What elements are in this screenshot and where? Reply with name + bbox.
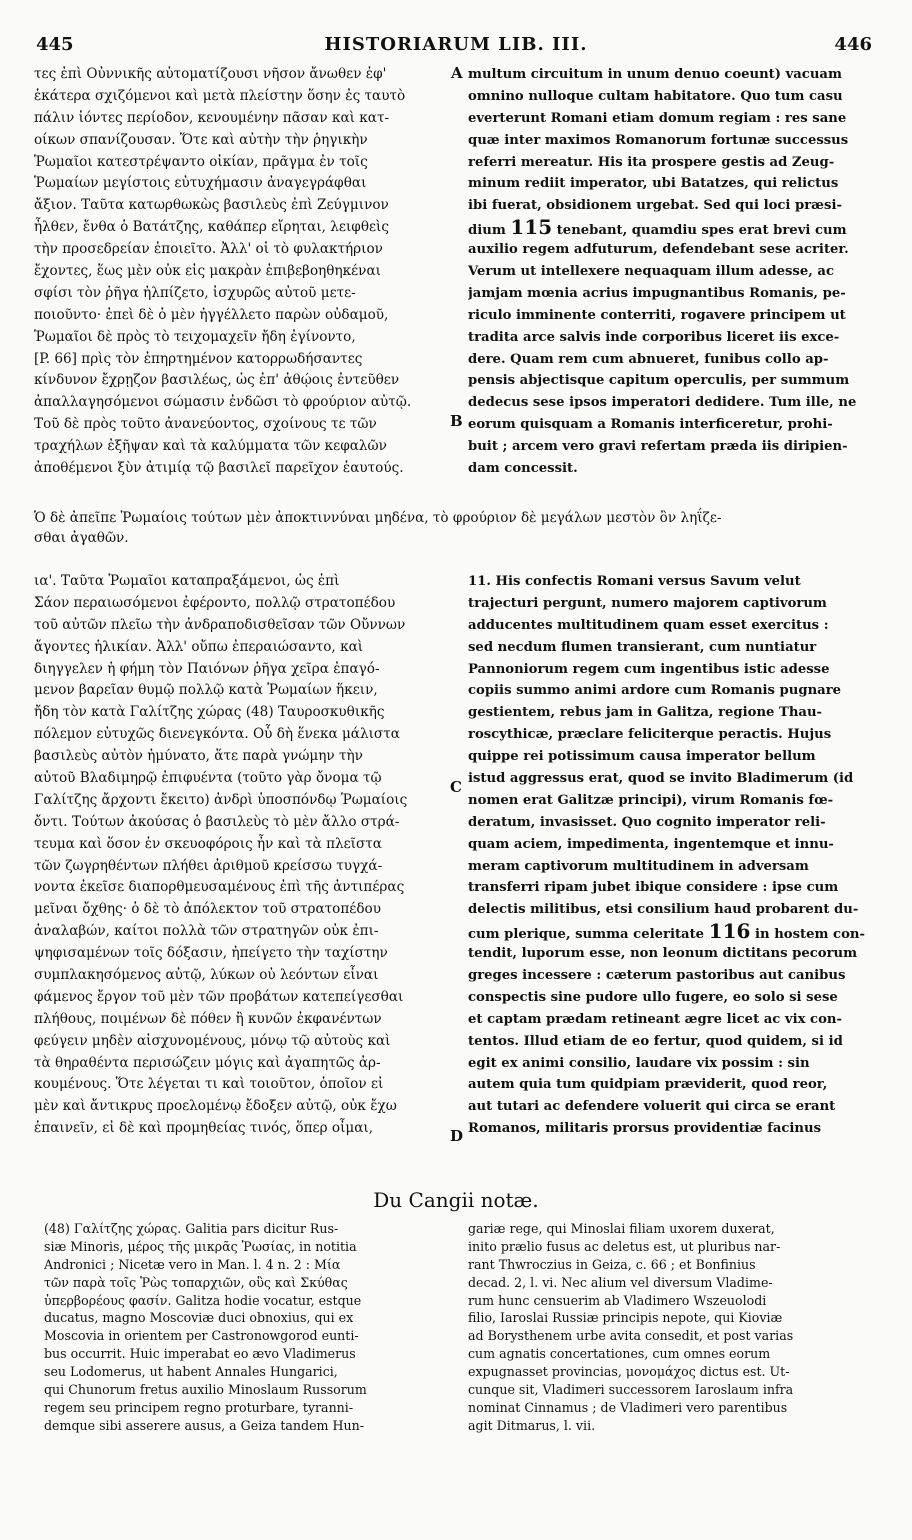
text-line: dedecus sese ipsos imperatori dedidere. Tum ille, ne — [468, 395, 857, 411]
greek-spanning-line: Ὁ δὲ ἀπεῖπε Ῥωμαίοις τούτων μὲν ἀποκτιννύναι μηδένα, τὸ φρούριον δὲ μεγάλων μεστὸν ὂν ληΐζε- — [34, 510, 722, 526]
text-line: bus occurrit. Huic imperabat eo ævo Vladimerus — [44, 1346, 356, 1362]
text-line: 11. His confectis Romani versus Savum velut — [468, 574, 801, 589]
greek-column-bottom — [34, 571, 450, 1140]
text-line: transferri ripam jubet ibique considere : ipse cum — [468, 880, 839, 896]
running-title: HISTORIARUM LIB. III. — [324, 34, 588, 55]
text-line: inito prælio fusus ac deletus est, ut pluribus nar- — [468, 1238, 781, 1254]
margin-letter-c: C — [450, 778, 462, 796]
margin-letter-a: A — [451, 64, 463, 82]
text-line: dam concessit. — [468, 461, 578, 477]
text-line: μενον βαρεῖαν θυμῷ πολλῷ κατὰ Ῥωμαίων ἥκειν, — [34, 682, 378, 699]
right-page-number: 446 — [834, 34, 872, 55]
latin-bottom-lines-a — [468, 571, 880, 921]
text-line: μὲν καὶ ἄντικρυς προελομένῳ ἔδοξεν αὐτῷ, οὐκ ἔχω — [34, 1098, 397, 1115]
text-line: Moscovia in orientem per Castronowgorod eunti- — [44, 1328, 359, 1344]
text-line: (48) Γαλίτζης χώρας. Galitia pars dicitur Rus- — [44, 1221, 339, 1236]
text-line: regem seu principem regno proturbare, tyranni- — [44, 1399, 354, 1415]
latin-top-lines-b — [468, 239, 880, 480]
text-line: Pannoniorum regem cum ingentibus istic adesse — [468, 661, 830, 677]
text-line: decad. 2, l. vi. Nec alium vel diversum Vladime- — [468, 1274, 773, 1290]
text-line: νοντα ἐκεῖσε διαπορθμευσαμένους ἐπὶ τῆς ἀντιπέρας — [34, 879, 405, 896]
text-line: greges incessere : cæterum pastoribus aut canibus — [468, 968, 846, 984]
latin-bottom-lines-b — [468, 943, 880, 1140]
text-line: οίκων σπανίζουσαν. Ὅτε καὶ αὐτὴν τὴν ῥηγικὴν — [34, 131, 368, 148]
text-line: ποιοῦντο· ἐπεὶ δὲ ὁ μὲν ἠγγέλλετο παρὼν οὐδαμοῦ, — [34, 306, 389, 323]
text-line: Romanos, militaris prorsus providentiæ facinus — [468, 1121, 822, 1137]
text-line: ἀναλαβών, καίτοι πολλὰ τῶν στρατηγῶν οὐκ ἐπι- — [34, 923, 379, 940]
latin-top-lines-a — [468, 64, 880, 217]
text-line: roscythicæ, præclare feliciterque peractis. Hujus — [468, 727, 832, 743]
text-line: expugnasset provincias, μονομάχος dictus est. Ut- — [468, 1364, 790, 1380]
text-line: nomen erat Galitzæ principi), virum Romanis fœ- — [468, 792, 834, 808]
text-line: ἀποθέμενοι ξὺν ἀτιμίᾳ τῷ βασιλεῖ παρεῖχον ἑαυτούς. — [34, 460, 404, 477]
text-line: τες ἐπὶ Οὐννικῆς αὐτοματίζουσι νῆσον ἄνωθεν ἐφ' — [34, 66, 387, 82]
latin-column-top — [468, 64, 880, 480]
text-line: dere. Quam rem cum abnueret, funibus collo ap- — [468, 351, 829, 367]
text-line: ἐπαινεῖν, εἰ δὲ καὶ προμηθείας τινός, ὅπερ οἶμαι, — [34, 1120, 374, 1137]
text-line: tentos. Illud etiam de eo fertur, quod quidem, si id — [468, 1033, 843, 1049]
text-line: eorum quisquam a Romanis interficeretur, prohi- — [468, 417, 833, 433]
text-line: μεῖναι ὄχθης· ὁ δὲ τὸ ἀπόλεκτον τοῦ στρατοπέδου — [34, 901, 381, 918]
text-line: φεύγειν μηδὲν αἰσχυνομένους, μόνῳ τῷ αὐτοὺς καὶ — [34, 1032, 391, 1049]
text-line: Τοῦ δὲ πρὸς τοῦτο ἀνανεύοντος, σχοίνους τε τῶν — [34, 416, 377, 433]
text-line: cunque sit, Vladimeri successorem Iaroslaum infra — [468, 1382, 794, 1398]
latin-line-suffix-2: in hostem con- — [755, 927, 865, 943]
text-line: σφίσι τὸν ῥῆγα ἠλπίζετο, ἰσχυρῶς αὐτοῦ μετε- — [34, 284, 356, 301]
text-line: conspectis sine pudore ullo fugere, eo solo si sese — [468, 989, 838, 1005]
text-line: Ῥωμαῖοι κατεστρέψαντο οἰκίαν, πρᾶγμα ἐν τοῖς — [34, 153, 368, 170]
text-line: ὄντι. Τούτων ἀκούσας ὁ βασιλεὺς τὸ μὲν ἄλλο στρά- — [34, 813, 400, 830]
text-line: Andronici ; Nicetæ vero in Man. l. 4 n. 2 : Μία — [44, 1256, 341, 1272]
latin-column-bottom — [468, 571, 880, 1140]
left-page-number: 445 — [36, 34, 74, 55]
text-line: τευμα καὶ ὅσον ἐν σκευοφόροις ἦν καὶ τὰ πλεῖστα — [34, 835, 382, 852]
text-line: deratum, invasisset. Quo cognito imperator reli- — [468, 814, 826, 830]
notes-right-column — [468, 1220, 880, 1435]
text-line: jamjam mœnia acrius impugnantibus Romanis, pe- — [468, 285, 846, 301]
text-line: ibi fuerat, obsidionem urgebat. Sed qui loci præsi- — [468, 198, 842, 214]
text-line: κουμένους. Ὅτε λέγεται τι καὶ τοιοῦτον, ὁποῖον εἰ — [34, 1076, 384, 1093]
text-line: demque sibi asserere ausus, a Geiza tandem Hun- — [44, 1417, 364, 1433]
text-line: πάλιν ἰόντες περίοδον, κενουμένην πᾶσαν καὶ κατ- — [34, 109, 390, 126]
text-line: rant Thwroczius in Geiza, c. 66 ; et Bonfinius — [468, 1256, 756, 1272]
text-line: quippe rei potissimum causa imperator bellum — [468, 749, 816, 765]
text-line: ια'. Ταῦτα Ῥωμαῖοι καταπραξάμενοι, ὡς ἐπὶ — [34, 573, 340, 589]
text-line: Ῥωμαίων μεγίστοις εὐτυχήμασιν ἀναγεγράφθαι — [34, 175, 367, 192]
text-line: τὰ θηραθέντα περισώζειν μόγις καὶ ἀγαπητῶς ἀρ- — [34, 1054, 381, 1071]
text-line: buit ; arcem vero gravi refertam præda iis diripien- — [468, 439, 848, 455]
text-line: αὐτοῦ Βλαδιμηρῷ ἐπιφυέντα (τοῦτο γὰρ ὄνομα τῷ — [34, 770, 382, 787]
text-line: rum hunc censuerim ab Vladimero Wszeuolodi — [468, 1292, 767, 1308]
text-line: quæ inter maximos Romanorum fortunæ successus — [468, 132, 849, 148]
text-line: tendit, luporum esse, non leonum dictitans pecorum — [468, 946, 858, 962]
section-number-116: 116 — [708, 921, 751, 944]
text-line: multum circuitum in unum denuo coeunt) vacuam — [468, 67, 842, 82]
margin-letter-b: B — [450, 412, 463, 430]
greek-column-top — [34, 64, 450, 480]
text-line: agit Ditmarus, l. vii. — [468, 1417, 596, 1433]
text-line: aut tutari ac defendere voluerit qui circa se erant — [468, 1099, 836, 1115]
notes-title: Du Cangii notæ. — [373, 1188, 539, 1212]
text-line: adducentes multitudinem quam esset exercitus : — [468, 617, 829, 633]
text-line: [P. 66] πρὶς τὸν ἐπηρτημένον κατορρωδήσαντες — [34, 350, 363, 367]
text-line: συμπλακησόμενος αὐτῷ, λύκων οὐ λεόντων εἶναι — [34, 967, 379, 984]
text-line: Σάον περαιωσόμενοι ἐφέροντο, πολλῷ στρατοπέδου — [34, 594, 396, 611]
text-line: Verum ut intellexere nequaquam illum adesse, ac — [468, 264, 834, 280]
text-line: seu Lodomerus, ut habent Annales Hungarici, — [44, 1364, 338, 1380]
greek-spanning-line-end: σθαι ἀγαθῶν. — [34, 530, 129, 546]
text-line: copiis summo animi ardore cum Romanis pugnare — [468, 683, 842, 699]
text-line: quam aciem, impedimenta, ingentemque et innu- — [468, 836, 834, 852]
text-line: τραχήλων ἐξῆψαν καὶ τὰ καλύμματα τῶν κεφαλῶν — [34, 438, 387, 455]
text-line: trajecturi pergunt, numero majorem captivorum — [468, 595, 827, 611]
text-line: φάμενος ἔργον τοῦ μὲν τῶν προβάτων κατεπείγεσθαι — [34, 988, 404, 1005]
latin-line-suffix: tenebant, quamdiu spes erat brevi cum — [556, 223, 847, 239]
text-line: κίνδυνον ἔχρῃζον βασιλέως, ὡς ἐπ' ἀθῴοις ἐντεῦθεν — [34, 372, 400, 389]
text-line: Ῥωμαῖοι δὲ πρὸς τὸ τειχομαχεῖν ἤδη ἐγίνοντο, — [34, 328, 356, 345]
text-line: ὑπερβορέους φασίν. Galitza hodie vocatur, estque — [44, 1292, 362, 1308]
notes-left-column — [44, 1220, 449, 1435]
text-line: τῶν παρὰ τοῖς Ῥὼς τοπαρχιῶν, οὓς καὶ Σκύθας — [44, 1274, 348, 1290]
text-line: tradita arce salvis inde corporibus liceret iis exce- — [468, 329, 840, 345]
text-line: referri mereatur. His ita prospere gestis ad Zeug- — [468, 154, 835, 170]
text-line: cum agnatis concertationes, cum omnes eorum — [468, 1346, 771, 1362]
text-line: διηγγελεν ἡ φήμη τὸν Παιόνων ῥῆγα χεῖρα ἐπαγό- — [34, 660, 380, 677]
text-line: ἀπαλλαγησόμενοι σώμασιν ἐνδῶσι τὸ φρούριον αὐτῷ. — [34, 394, 412, 411]
text-line: βασιλεὺς αὐτὸν ἠμύνατο, ἅτε παρὰ γνώμην τὴν — [34, 748, 363, 765]
text-line: ἄξιον. Ταῦτα κατωρθωκὼς βασιλεὺς ἐπὶ Ζεύγμινον — [34, 197, 389, 214]
latin-line-with-number-116 — [468, 921, 880, 943]
latin-line-prefix: dium — [468, 223, 506, 239]
text-line: pensis abjectisque capitum operculis, per summum — [468, 373, 850, 389]
text-line: gestientem, rebus jam in Galitza, regione Thau- — [468, 705, 823, 721]
text-line: τῶν ζωγρηθέντων πλήθει ἀριθμοῦ κρείσσω τυγχά- — [34, 857, 383, 874]
text-line: ἄγοντες ἡλικίαν. Ἀλλ' οὔπω ἐπεραιώσαντο, καὶ — [34, 638, 364, 655]
text-line: gariæ rege, qui Minoslai filiam uxorem duxerat, — [468, 1221, 775, 1236]
text-line: πόλεμον εὐτυχῶς διενεγκόντα. Οὗ δὴ ἕνεκα μάλιστα — [34, 726, 400, 743]
text-line: ἤδη τὸν κατὰ Γαλίτζης χώρας (48) Ταυροσκυθικῆς — [34, 704, 385, 721]
text-line: riculo imminente conterriti, rogavere principem ut — [468, 307, 846, 323]
text-line: ψηφισαμένων τοῖς δόξασιν, ἠπείγετο τὴν ταχίστην — [34, 945, 388, 962]
text-line: everterunt Romani etiam domum regiam : res sane — [468, 110, 847, 126]
text-line: ἑκάτερα σχιζόμενοι καὶ μετὰ πλείστην ὅσην ἐς ταυτὸ — [34, 87, 406, 104]
text-line: Γαλίτζης ἄρχοντι ἔκειτο) ἀνδρὶ ὑποσπόνδῳ Ῥωμαίοις — [34, 791, 408, 808]
text-line: τὴν προσεδρείαν ἐποιεῖτο. Ἀλλ' οἱ τὸ φυλακτήριον — [34, 241, 383, 258]
latin-line-prefix-2: cum plerique, summa celeritate — [468, 927, 705, 943]
text-line: qui Chunorum fretus auxilio Minoslaum Russorum — [44, 1382, 367, 1398]
text-line: filio, Iaroslai Russiæ principis nepote, qui Kioviæ — [468, 1310, 783, 1326]
latin-line-with-number — [468, 217, 880, 239]
margin-letter-d: D — [450, 1127, 464, 1145]
text-line: delectis militibus, etsi consilium haud probarent du- — [468, 902, 859, 918]
text-line: πλήθους, ποιμένων δὲ πόθεν ἢ κυνῶν ἐκφανέντων — [34, 1010, 382, 1027]
text-line: ἦλθεν, ἔνθα ὁ Βατάτζης, καθάπερ εἴρηται, λειφθεὶς — [34, 219, 389, 236]
text-line: meram captivorum multitudinem in adversam — [468, 858, 809, 874]
text-line: omnino nulloque cultam habitatore. Quo tum casu — [468, 88, 843, 104]
text-line: sed necdum flumen transierant, cum nuntiatur — [468, 639, 817, 655]
text-line: ad Borysthenem urbe avita consedit, et post varias — [468, 1328, 794, 1344]
text-line: auxilio regem adfuturum, defendebant sese acriter. — [468, 242, 849, 258]
section-number-115: 115 — [510, 217, 553, 240]
text-line: et captam prædam retineant ægre licet ac vix con- — [468, 1011, 842, 1027]
text-line: ducatus, magno Moscoviæ duci obnoxius, qui ex — [44, 1310, 354, 1326]
text-line: egit ex animi consilio, laudare vix possim : sin — [468, 1055, 810, 1071]
text-line: istud aggressus erat, quod se invito Bladimerum (id — [468, 771, 854, 787]
text-line: nominat Cinnamus ; de Vladimeri vero parentibus — [468, 1399, 788, 1415]
text-line: minum rediit imperator, ubi Batatzes, qui relictus — [468, 176, 839, 192]
text-line: siæ Minoris, μέρος τῆς μικρᾶς Ῥωσίας, in notitia — [44, 1238, 357, 1254]
text-line: ἔχοντες, ἕως μὲν οὐκ εἰς μακρὰν ἐπιβεβοηθηκέναι — [34, 263, 381, 280]
text-line: τοῦ αὐτῶν πλεῖω τὴν ἀνδραποδισθεῖσαν τῶν Οὔννων — [34, 616, 406, 633]
text-line: autem quia tum quidpiam præviderit, quod reor, — [468, 1077, 828, 1093]
